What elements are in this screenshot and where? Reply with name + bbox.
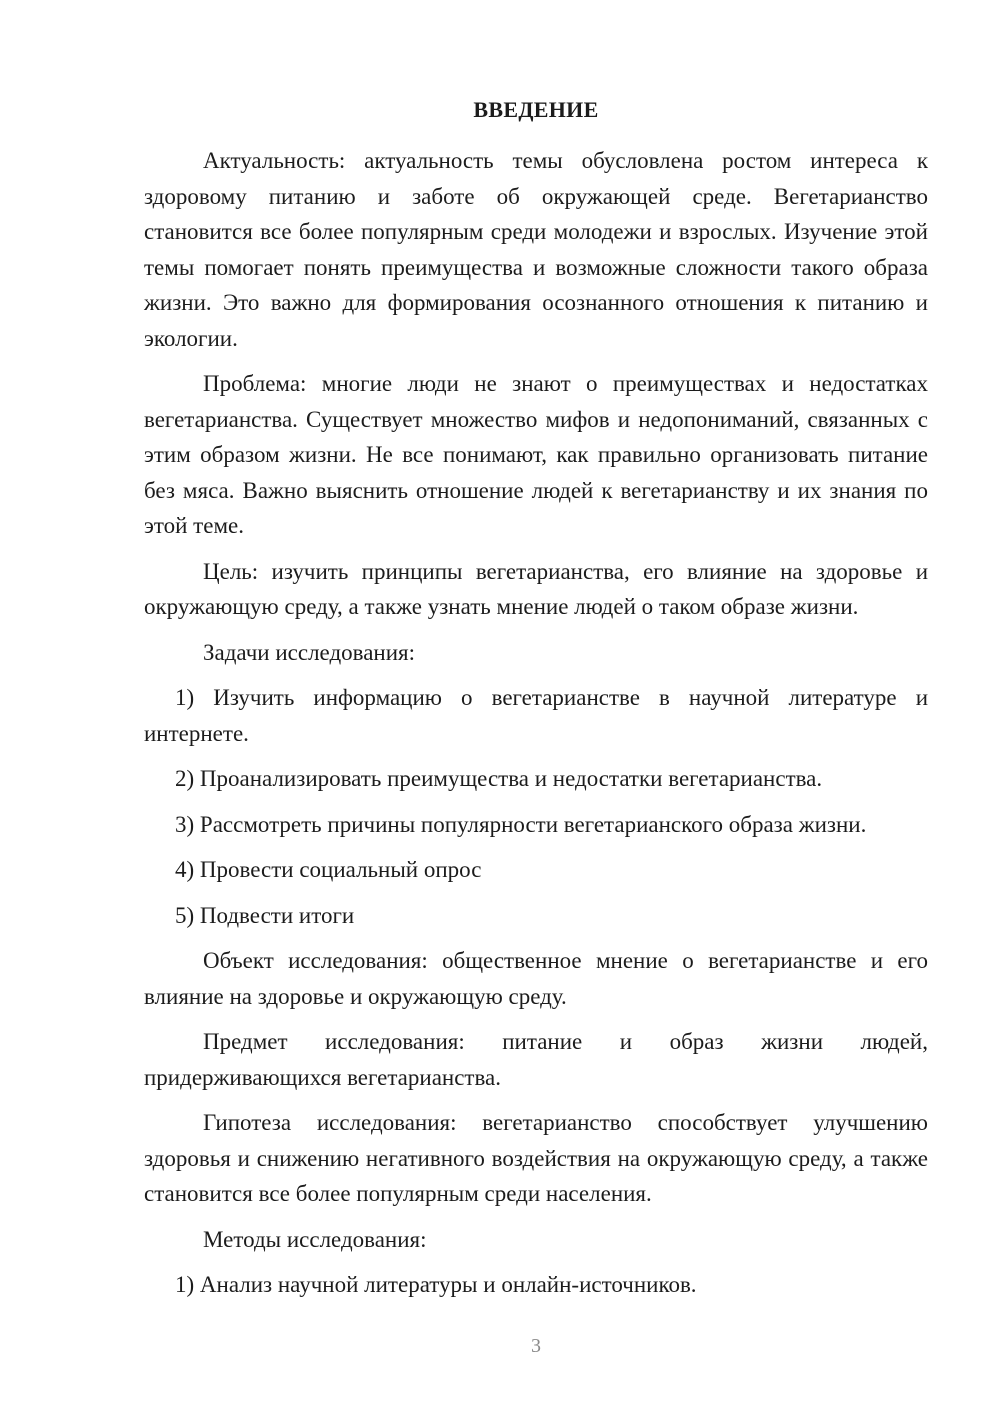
paragraph-hypothesis: Гипотеза исследования: вегетарианство способствует улучшению здоровья и снижению негативного воздействия на окружающую среду, а также становится все более популярным среди населения. [144, 1110, 928, 1206]
body-text [144, 143, 928, 1313]
paragraph-subject: Предмет исследования: питание и образ жизни людей, придерживающихся вегетарианства. [144, 1029, 928, 1090]
tasks-heading: Задачи исследования: [203, 639, 416, 665]
task-item: 2) Проанализировать преимущества и недостатки вегетарианства. [175, 766, 823, 791]
task-item: 3) Рассмотреть причины популярности вегетарианского образа жизни. [175, 811, 867, 837]
paragraph-goal: Цель: изучить принципы вегетарианства, его влияние на здоровье и окружающую среду, а также узнать мнение людей о таком образе жизни. [144, 558, 928, 619]
page-number: 3 [531, 1335, 541, 1357]
paragraph-object: Объект исследования: общественное мнение о вегетарианстве и его влияние на здоровье и окружающую среду. [144, 948, 928, 1009]
paragraph-problem: Проблема: многие люди не знают о преимуществах и недостатках вегетарианства. Существует множество мифов и недопониманий, связанных с этим образом жизни. Не все понимают, как правильно организовать питание без мяса. Важно выяснить отношение людей к вегетарианству и их знания по этой теме. [144, 371, 928, 538]
task-item: 5) Подвести итоги [175, 902, 355, 928]
paragraph-relevance: Актуальность: актуальность темы обусловлена ростом интереса к здоровому питанию и заботе об окружающей среде. Вегетарианство становится все более популярным среди молодежи и взрослых. Изучение этой темы помогает понять преимущества и возможные сложности такого образа жизни. Это важно для формирования осознанного отношения к питанию и экологии. [144, 148, 928, 351]
methods-heading: Методы исследования: [203, 1226, 427, 1252]
method-item: 1) Анализ научной литературы и онлайн-источников. [175, 1272, 697, 1297]
task-item: 1) Изучить информацию о вегетарианстве в научной литературе и интернете. [144, 685, 928, 746]
page-title: ВВЕДЕНИЕ [473, 97, 599, 122]
task-item: 4) Провести социальный опрос [175, 857, 482, 882]
